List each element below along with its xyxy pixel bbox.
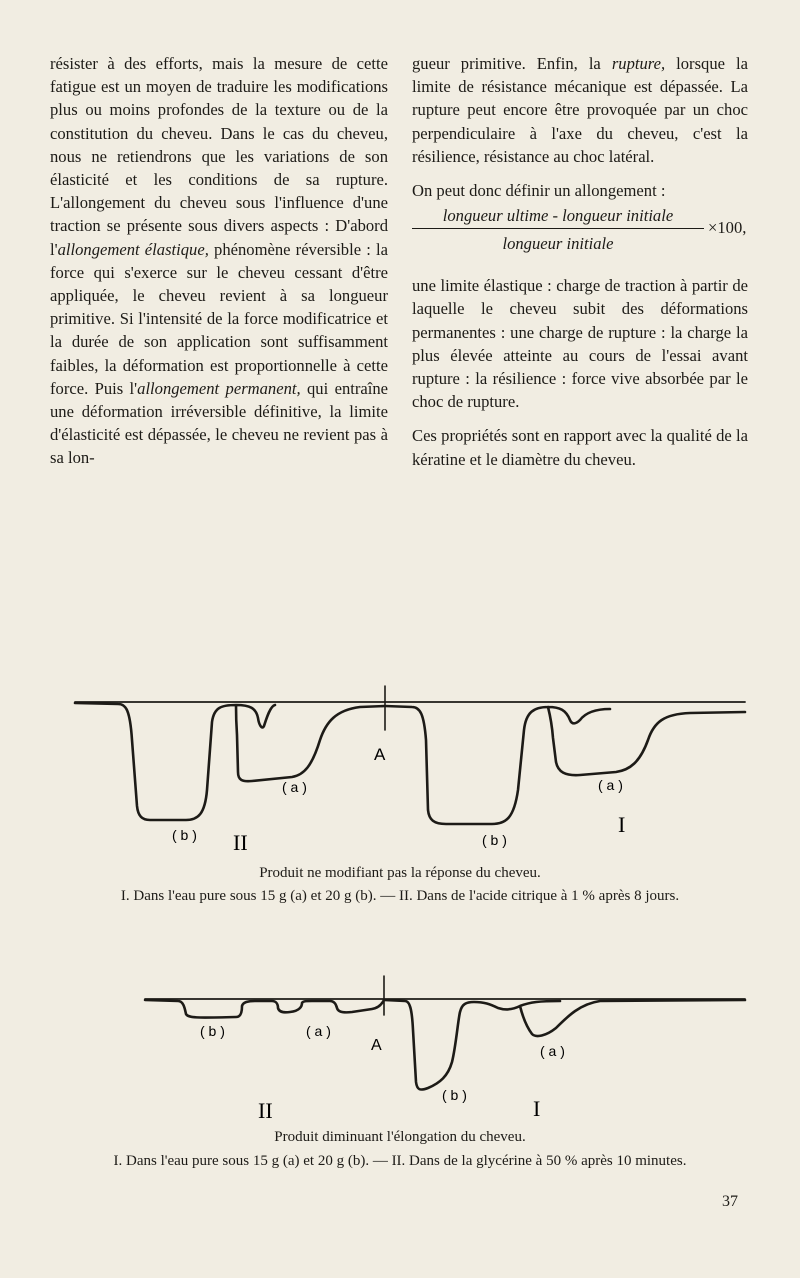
elongation-formula	[412, 204, 748, 268]
formula-numerator: longueur ultime - longueur initiale	[442, 206, 674, 226]
label-b-left: ( b )	[200, 1023, 225, 1039]
text-run: phénomène réversible : la force qui s'exerce sur le cheveu cessant d'être appliquée, le cheveu revient à sa longueur primitive. Si l'intensité de la force modificatrice et la durée de son application sont suffisamment faibles, la déformation est proportionnelle à cette force. Puis l'	[50, 239, 388, 398]
figure-2	[0, 970, 800, 1170]
label-roman-I: I	[533, 1096, 541, 1121]
label-A: A	[371, 1037, 382, 1054]
text-run: lorsque la limite de résistance mécanique est dépassée. La rupture peut encore être provoquée par un choc perpendiculaire à l'axe du cheveu, c'est la résilience, résistance au choc latéral.	[412, 54, 748, 166]
figure-1-caption-title: Produit ne modifiant pas la réponse du cheveu.	[259, 865, 541, 881]
right-paragraph-1	[412, 52, 748, 168]
right-paragraph-3: une limite élastique : charge de traction à partir de laquelle le cheveu subit des déformations permanentes : une charge de rupture : la charge la plus élevée atteinte au cours de l'essai avant rupture : la résilience : force vive absorbée par le choc de rupture.	[412, 276, 748, 412]
figure-1-caption-detail: I. Dans l'eau pure sous 15 g (a) et 20 g (b). — II. Dans de l'acide citrique à 1 % après 8 jours.	[120, 888, 680, 904]
emphasis-allongement-permanent: allongement permanent,	[137, 378, 301, 398]
figure-2-caption-detail: I. Dans l'eau pure sous 15 g (a) et 20 g (b). — II. Dans de la glycérine à 50 % après 10 minutes.	[113, 1153, 687, 1169]
label-a-right: ( a )	[540, 1043, 565, 1059]
page-number: 37	[722, 1193, 738, 1210]
label-b-right: ( b )	[442, 1087, 467, 1103]
label-roman-I: I	[618, 812, 626, 837]
label-a-left: ( a )	[306, 1023, 331, 1039]
figure-1	[0, 680, 800, 910]
figure-2-diagram	[0, 970, 800, 1125]
label-b-left: ( b )	[172, 827, 197, 843]
right-paragraph-2: On peut donc définir un allongement :	[412, 181, 666, 201]
curve-II	[145, 1000, 384, 1018]
text-run: qui entraîne une déformation irréversible définitive, la limite d'élasticité est dépassée, le cheveu ne revient pas à sa lon-	[50, 378, 389, 468]
figure-2-caption-title: Produit diminuant l'élongation du cheveu.	[274, 1129, 526, 1145]
label-roman-II: II	[258, 1098, 273, 1123]
label-a-left: ( a )	[282, 779, 307, 795]
label-b-right: ( b )	[482, 832, 507, 848]
formula-multiplier: ×100,	[708, 218, 747, 238]
label-roman-II: II	[233, 830, 248, 855]
text-run: résister à des efforts, mais la mesure de cette fatigue est un moyen de traduire les modifications plus ou moins profondes de la texture ou de la constitution du cheveu. Dans le cas du cheveu, nous ne retiendrons que les variations de son élasticité et les conditions de sa rupture. L'allongement du cheveu sous l'influence d'une traction se présente sous divers aspects : D'abord l'	[50, 54, 388, 259]
emphasis-allongement-elastique: allongement élastique,	[57, 239, 209, 259]
text-run: gueur primitive. Enfin, la	[412, 54, 612, 73]
curve-II	[75, 703, 385, 820]
label-A: A	[374, 745, 386, 764]
figure-1-diagram	[0, 680, 800, 860]
label-a-right: ( a )	[598, 777, 623, 793]
left-text-column	[50, 52, 388, 481]
curve-I	[385, 706, 745, 824]
emphasis-rupture: rupture,	[611, 54, 666, 73]
left-paragraph	[50, 52, 388, 470]
right-paragraph-4: Ces propriétés sont en rapport avec la qualité de la kératine et le diamètre du cheveu.	[412, 426, 748, 469]
fraction-bar	[412, 228, 704, 229]
formula-denominator: longueur initiale	[502, 234, 614, 254]
right-text-column	[412, 52, 748, 482]
